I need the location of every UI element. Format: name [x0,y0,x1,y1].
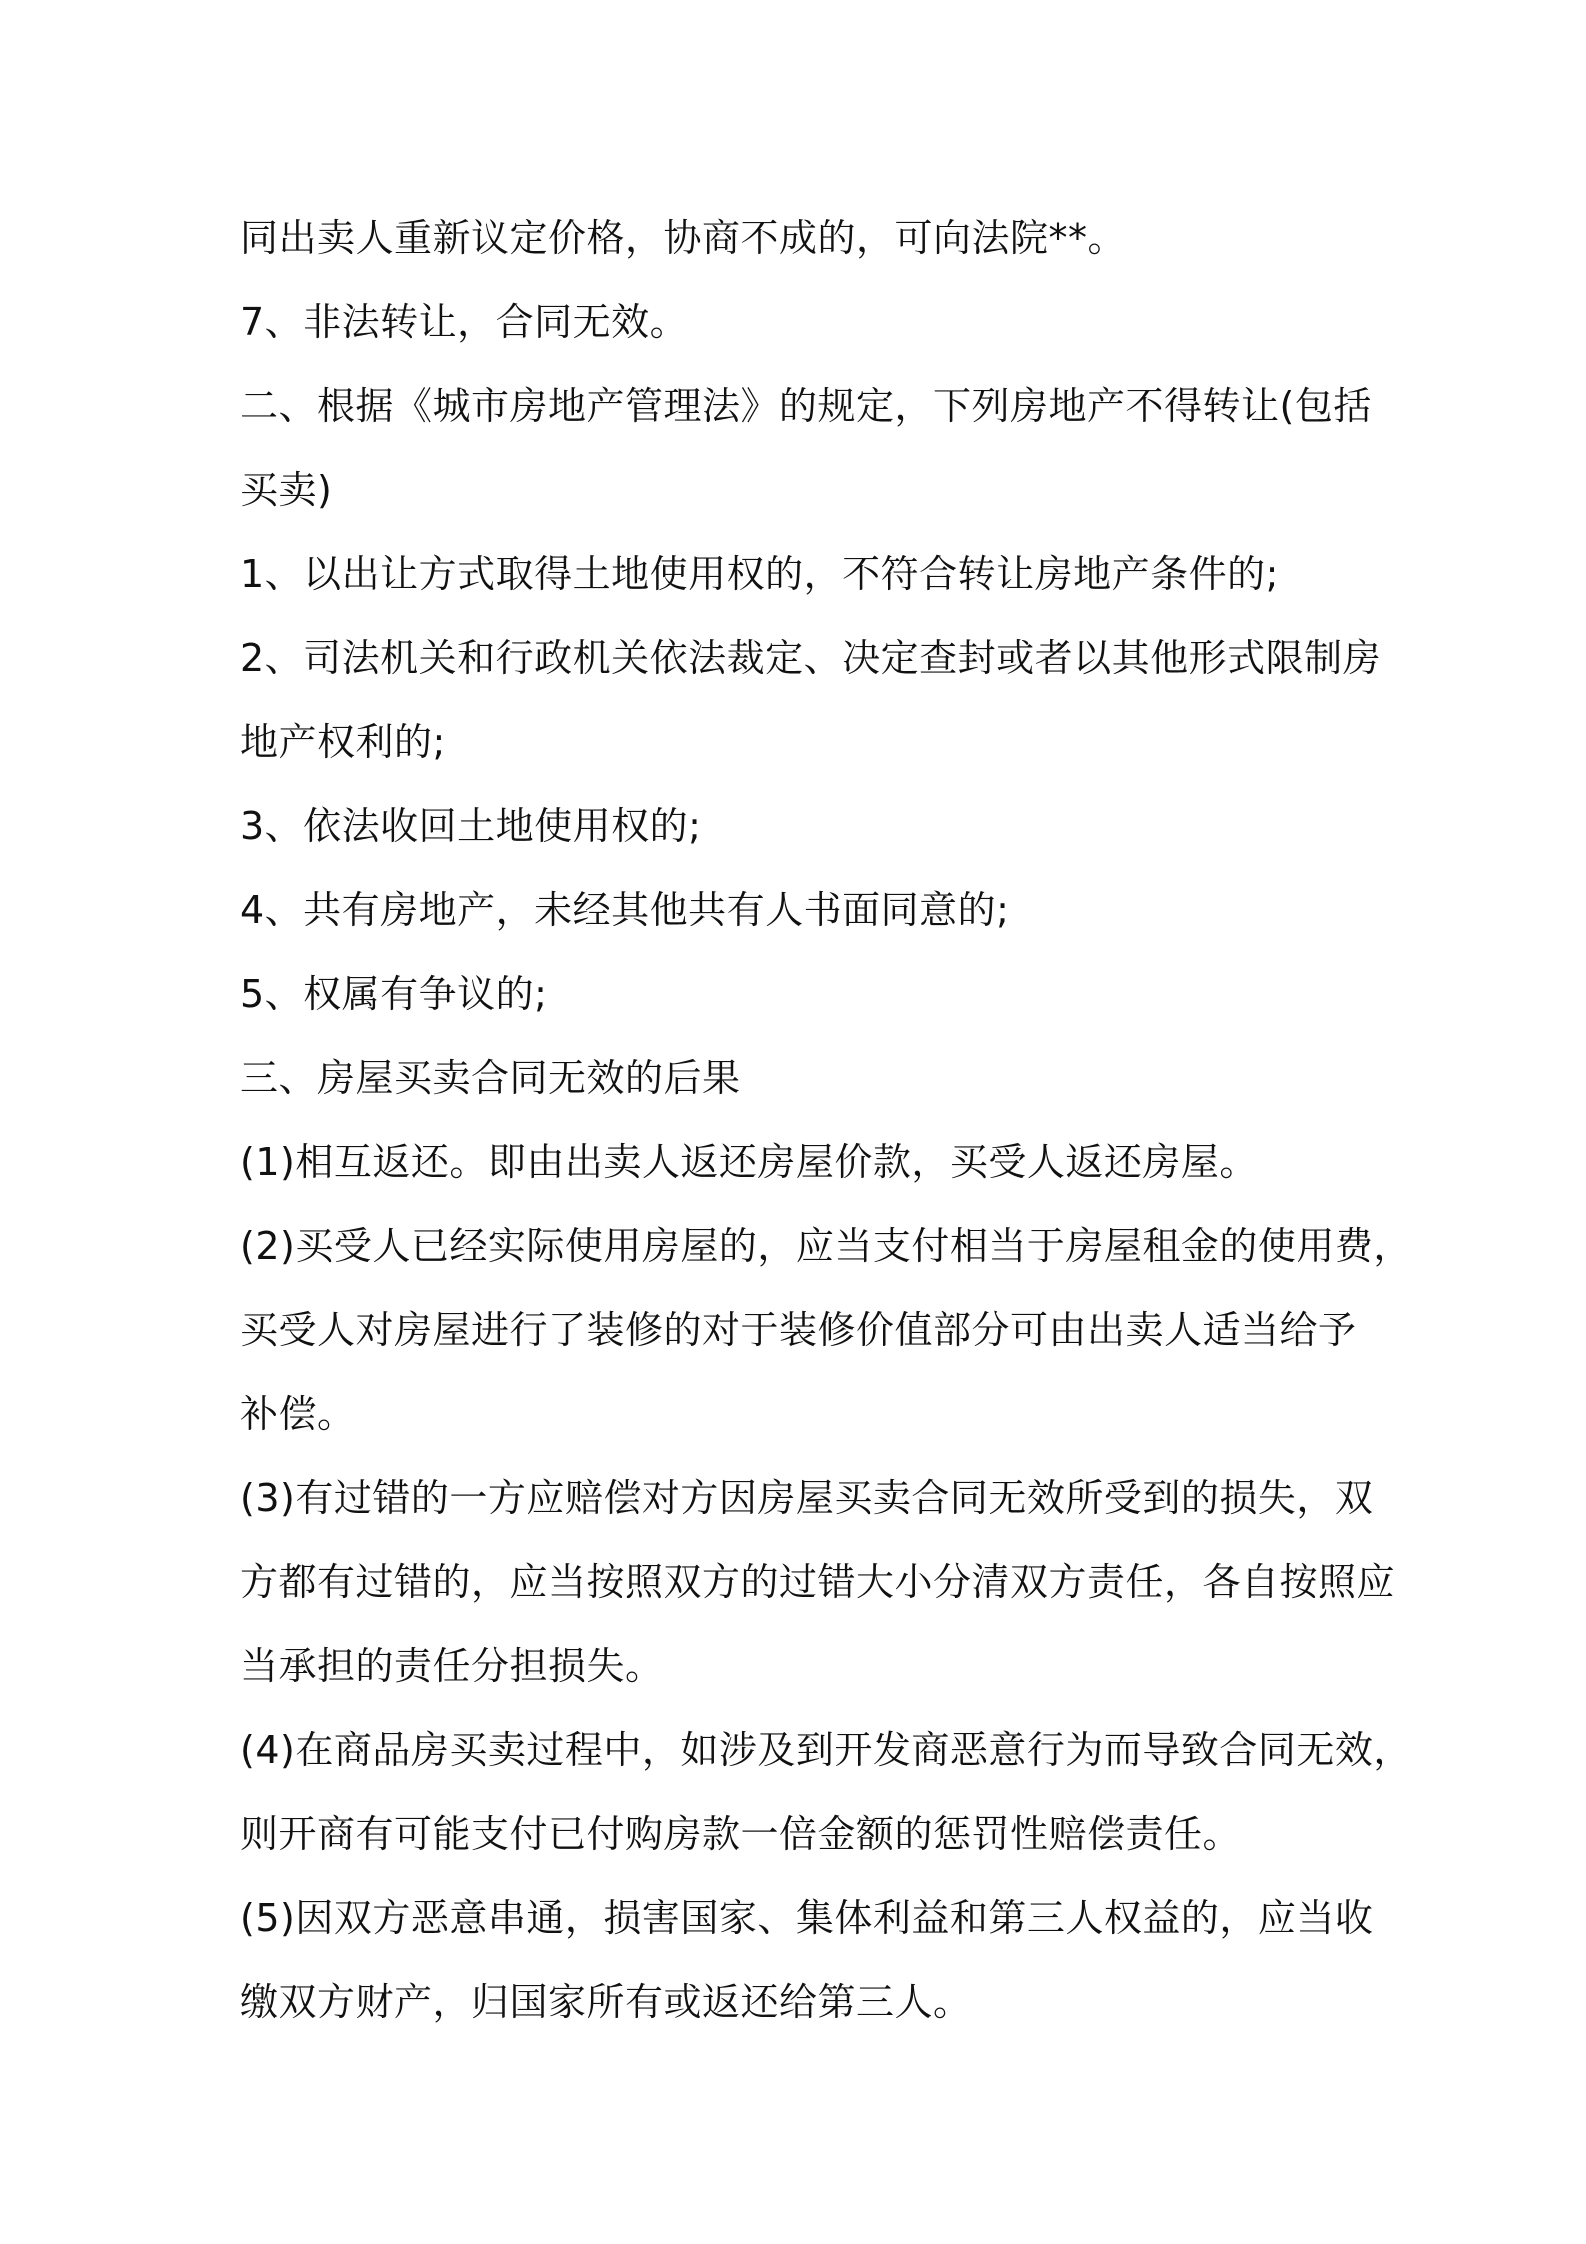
text-line: 方都有过错的，应当按照双方的过错大小分清双方责任，各自按照应 [240,1560,1396,1604]
text-line: 补偿。 [240,1392,356,1436]
list-item: 3、依法收回土地使用权的; [240,804,702,848]
text-line: 买受人对房屋进行了装修的对于装修价值部分可由出卖人适当给予 [240,1308,1357,1352]
list-item: (1)相互返还。即由出卖人返还房屋价款，买受人返还房屋。 [240,1140,1258,1184]
list-item: (5)因双方恶意串通，损害国家、集体利益和第三人权益的，应当收 [240,1896,1374,1940]
text-line: 缴双方财产，归国家所有或返还给第三人。 [240,1980,972,2024]
text-line: 买卖) [240,468,333,512]
list-item: (3)有过错的一方应赔偿对方因房屋买卖合同无效所受到的损失，双 [240,1476,1374,1520]
list-item: 5、权属有争议的; [240,972,548,1016]
text-line: 当承担的责任分担损失。 [240,1644,664,1688]
list-item: (4)在商品房买卖过程中，如涉及到开发商恶意行为而导致合同无效， [240,1728,1412,1772]
text-line: 则开商有可能支付已付购房款一倍金额的惩罚性赔偿责任。 [240,1812,1242,1856]
list-item: 4、共有房地产，未经其他共有人书面同意的; [240,888,1010,932]
section-heading: 三、房屋买卖合同无效的后果 [240,1056,741,1100]
list-item: 1、以出让方式取得土地使用权的，不符合转让房地产条件的; [240,552,1279,596]
section-heading: 二、根据《城市房地产管理法》的规定，下列房地产不得转让(包括 [240,384,1372,428]
list-item: (2)买受人已经实际使用房屋的，应当支付相当于房屋租金的使用费， [240,1224,1412,1268]
document-body [240,196,1412,2044]
text-line: 地产权利的; [240,720,446,764]
text-line: 同出卖人重新议定价格，协商不成的，可向法院**。 [240,216,1127,260]
text-line: 7、非法转让，合同无效。 [240,300,689,344]
list-item: 2、司法机关和行政机关依法裁定、决定查封或者以其他形式限制房 [240,636,1382,680]
